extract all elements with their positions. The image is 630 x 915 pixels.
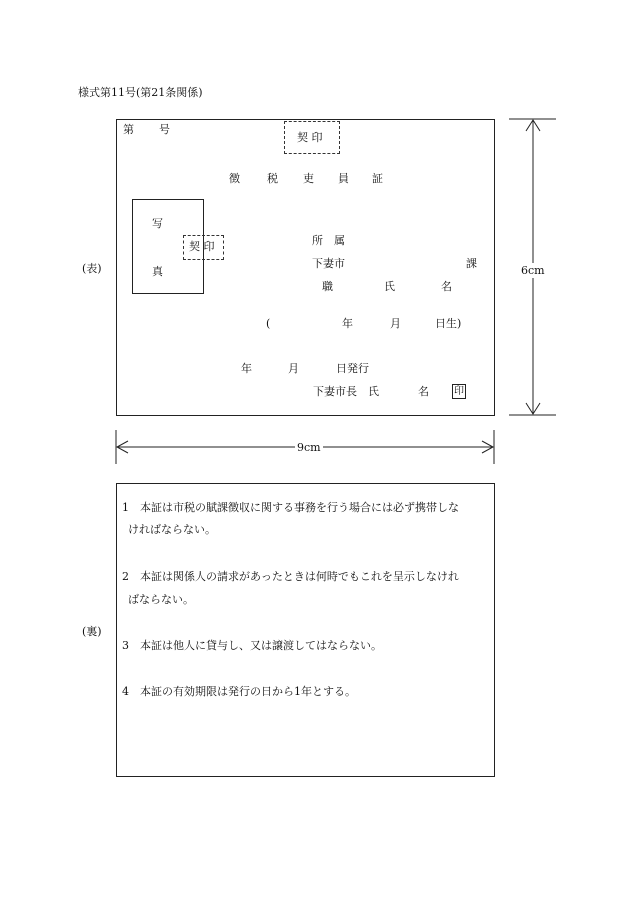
clause-1-cont: ければならない。 xyxy=(128,523,216,536)
clause-text: 本証の有効期限は発行の日から1年とする。 xyxy=(140,685,356,698)
card-title-char: 税 xyxy=(267,172,278,185)
issue-day: 日発行 xyxy=(336,362,369,375)
clause-4 xyxy=(122,686,356,697)
mayor-name-label: 名 xyxy=(418,385,429,398)
seal-photo-text: 契 印 xyxy=(189,240,215,253)
seal-stamp: 印 xyxy=(454,386,464,397)
clause-text: 本証は他人に貸与し、又は譲渡してはならない。 xyxy=(140,639,382,652)
number-label-suffix: 号 xyxy=(159,123,170,136)
clause-3 xyxy=(122,640,382,651)
front-side-label: (表) xyxy=(82,262,102,275)
affiliation-label: 所 属 xyxy=(312,234,345,247)
city-name: 下妻市 xyxy=(312,257,345,270)
card-title-char: 吏 xyxy=(303,172,314,185)
clause-number: 3 xyxy=(122,639,129,652)
issue-year: 年 xyxy=(241,362,252,375)
width-dimension-label: 9cm xyxy=(297,441,321,454)
clause-2-cont: ばならない。 xyxy=(128,593,194,606)
clause-number: 2 xyxy=(122,570,129,583)
clause-1 xyxy=(122,502,459,513)
position-label: 職 xyxy=(322,280,333,293)
clause-2 xyxy=(122,571,459,582)
card-title-char: 徴 xyxy=(229,172,240,185)
section-suffix: 課 xyxy=(466,257,477,270)
clause-text: 本証は関係人の請求があったときは何時でもこれを呈示しなけれ xyxy=(140,570,459,583)
photo-label-1: 写 xyxy=(152,217,163,230)
name-label-1: 氏 xyxy=(384,280,395,293)
clause-number: 4 xyxy=(122,685,129,698)
back-side-label: (裏) xyxy=(82,625,102,638)
name-label-2: 名 xyxy=(441,280,452,293)
photo-label-2: 真 xyxy=(152,265,163,278)
issue-month: 月 xyxy=(288,362,299,375)
number-label-prefix: 第 xyxy=(123,123,134,136)
birth-open-paren: ( xyxy=(266,317,271,330)
clause-text: 本証は市税の賦課徴収に関する事務を行う場合には必ず携帯しな xyxy=(140,501,459,514)
seal-top-text: 契 印 xyxy=(297,131,323,144)
birth-day: 日生) xyxy=(435,317,462,330)
birth-year: 年 xyxy=(342,317,353,330)
form-title: 様式第11号(第21条関係) xyxy=(78,86,203,99)
clause-number: 1 xyxy=(122,501,129,514)
card-title-char: 証 xyxy=(372,172,383,185)
mayor-label: 下妻市長 氏 xyxy=(313,385,379,398)
height-dimension-label: 6cm xyxy=(521,264,545,277)
card-title-char: 員 xyxy=(338,172,349,185)
birth-month: 月 xyxy=(390,317,401,330)
